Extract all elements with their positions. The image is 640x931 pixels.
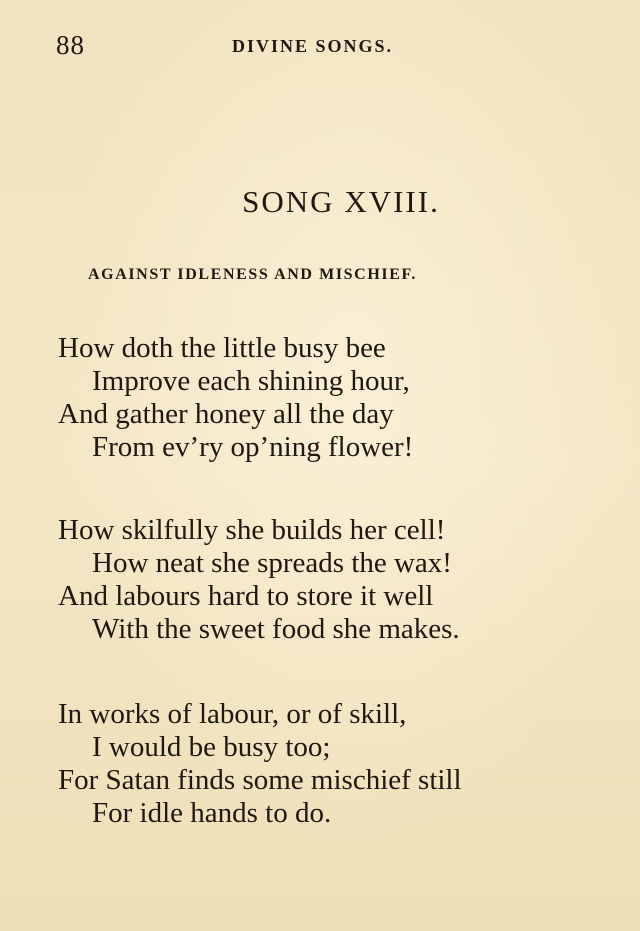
song-title: SONG XVIII.	[242, 184, 440, 219]
poem-line: For Satan finds some mischief still	[58, 764, 462, 796]
poem-line: How doth the little busy bee	[58, 332, 386, 364]
poem-line: With the sweet food she makes.	[92, 613, 460, 645]
page-header	[56, 30, 576, 60]
song-subtitle: AGAINST IDLENESS AND MISCHIEF.	[88, 266, 417, 283]
poem-body	[58, 332, 618, 830]
stanza-1	[58, 332, 618, 464]
poem-line: How neat she spreads the wax!	[92, 547, 452, 579]
poem-line: How skilfully she builds her cell!	[58, 514, 446, 546]
page-number: 88	[56, 30, 85, 60]
poem-line: And labours hard to store it well	[58, 580, 434, 612]
poem-line: From ev’ry op’ning flower!	[92, 431, 414, 463]
poem-line: And gather honey all the day	[58, 398, 394, 430]
stanza-2	[58, 514, 618, 646]
poem-line: For idle hands to do.	[92, 797, 332, 829]
poem-line: I would be busy too;	[92, 731, 331, 763]
stanza-3	[58, 698, 618, 830]
running-head: DIVINE SONGS.	[232, 36, 394, 56]
poem-line: Improve each shining hour,	[92, 365, 410, 397]
poem-line: In works of labour, or of skill,	[58, 698, 407, 730]
